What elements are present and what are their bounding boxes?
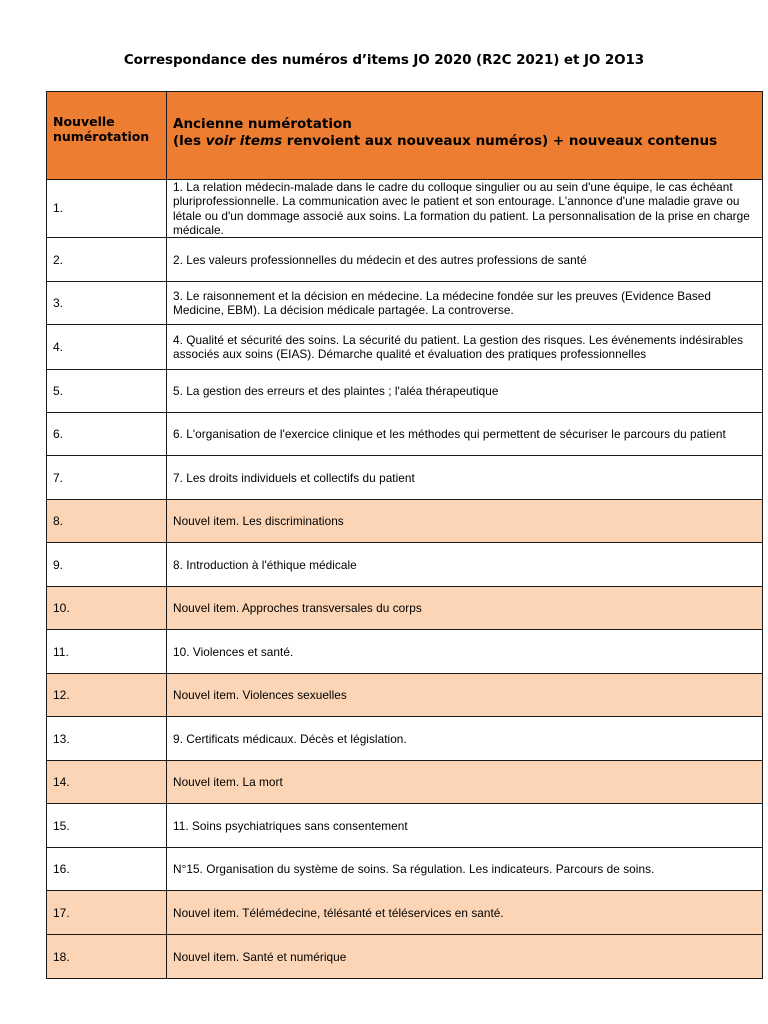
- row-new-number: 18.: [47, 935, 167, 979]
- row-description: 10. Violences et santé.: [167, 630, 763, 674]
- row-new-number: 10.: [47, 587, 167, 630]
- row-description: Nouvel item. La mort: [167, 761, 763, 804]
- table-row: [47, 456, 763, 500]
- table-row: [47, 325, 763, 370]
- row-description: 6. L'organisation de l'exercice clinique et les méthodes qui permettent de sécuriser le parcours du patient: [167, 413, 763, 456]
- row-description: 4. Qualité et sécurité des soins. La sécurité du patient. La gestion des risques. Les événements indésirables associés aux soins (EIAS). Démarche qualité et évaluation des pratiques professionnelles: [167, 325, 763, 370]
- row-description: Nouvel item. Les discriminations: [167, 500, 763, 543]
- correspondence-table: [46, 91, 763, 979]
- row-new-number: 3.: [47, 282, 167, 325]
- row-description: 3. Le raisonnement et la décision en médecine. La médecine fondée sur les preuves (Evidence Based Medicine, EBM). La décision médicale partagée. La controverse.: [167, 282, 763, 325]
- row-new-number: 6.: [47, 413, 167, 456]
- row-new-number: 15.: [47, 804, 167, 848]
- header-new-numbering-line2: numérotation: [53, 128, 150, 144]
- table-row: [47, 717, 763, 761]
- page-title: Correspondance des numéros d’items JO 2020 (R2C 2021) et JO 2O13: [123, 52, 645, 68]
- table-row: [47, 848, 763, 891]
- row-new-number: 8.: [47, 500, 167, 543]
- row-description: 5. La gestion des erreurs et des plaintes ; l'aléa thérapeutique: [167, 370, 763, 413]
- row-new-number: 4.: [47, 325, 167, 370]
- header-old-numbering-line2: [173, 133, 756, 150]
- row-new-number: 7.: [47, 456, 167, 500]
- row-description: Nouvel item. Télémédecine, télésanté et téléservices en santé.: [167, 891, 763, 935]
- table-row: [47, 180, 763, 238]
- row-new-number: 2.: [47, 238, 167, 282]
- row-description: 8. Introduction à l'éthique médicale: [167, 543, 763, 587]
- row-new-number: 17.: [47, 891, 167, 935]
- row-description: 1. La relation médecin-malade dans le cadre du colloque singulier ou au sein d'une équipe, le cas échéant pluriprofessionnelle. La communication avec le patient et son entourage. L'annonce d'une maladie grave ou létale ou d'un dommage associé aux soins. La formation du patient. La personnalisation de la prise en charge médicale.: [167, 180, 763, 238]
- row-new-number: 1.: [47, 180, 167, 238]
- header-new-numbering-line1: Nouvelle: [53, 113, 115, 129]
- row-new-number: 16.: [47, 848, 167, 891]
- row-description: 7. Les droits individuels et collectifs du patient: [167, 456, 763, 500]
- row-new-number: 12.: [47, 674, 167, 717]
- table-row: [47, 804, 763, 848]
- row-description: 9. Certificats médicaux. Décès et législation.: [167, 717, 763, 761]
- table-row: [47, 238, 763, 282]
- row-new-number: 5.: [47, 370, 167, 413]
- header-old-numbering-line1: Ancienne numérotation: [173, 115, 352, 132]
- row-description: 11. Soins psychiatriques sans consentement: [167, 804, 763, 848]
- table-row: [47, 630, 763, 674]
- header-line2-suffix: renvoient aux nouveaux numéros) + nouveaux contenus: [282, 132, 718, 149]
- row-new-number: 9.: [47, 543, 167, 587]
- table-row-new-item: [47, 587, 763, 630]
- row-description: N°15. Organisation du système de soins. Sa régulation. Les indicateurs. Parcours de soins.: [167, 848, 763, 891]
- row-new-number: 11.: [47, 630, 167, 674]
- row-description: Nouvel item. Santé et numérique: [167, 935, 763, 979]
- header-old-numbering: [167, 92, 763, 180]
- table-row: [47, 413, 763, 456]
- row-new-number: 14.: [47, 761, 167, 804]
- table-header-row: [47, 92, 763, 180]
- table-row: [47, 282, 763, 325]
- table-row-new-item: [47, 935, 763, 979]
- row-description: Nouvel item. Approches transversales du corps: [167, 587, 763, 630]
- table-row: [47, 543, 763, 587]
- row-new-number: 13.: [47, 717, 167, 761]
- header-line2-prefix: (les: [173, 132, 206, 149]
- header-line2-emphasis: voir items: [205, 132, 283, 149]
- table-row-new-item: [47, 891, 763, 935]
- row-description: 2. Les valeurs professionnelles du médecin et des autres professions de santé: [167, 238, 763, 282]
- header-new-numbering: [47, 92, 167, 180]
- table-row: [47, 370, 763, 413]
- table-row-new-item: [47, 674, 763, 717]
- table-row-new-item: [47, 761, 763, 804]
- table-row-new-item: [47, 500, 763, 543]
- row-description: Nouvel item. Violences sexuelles: [167, 674, 763, 717]
